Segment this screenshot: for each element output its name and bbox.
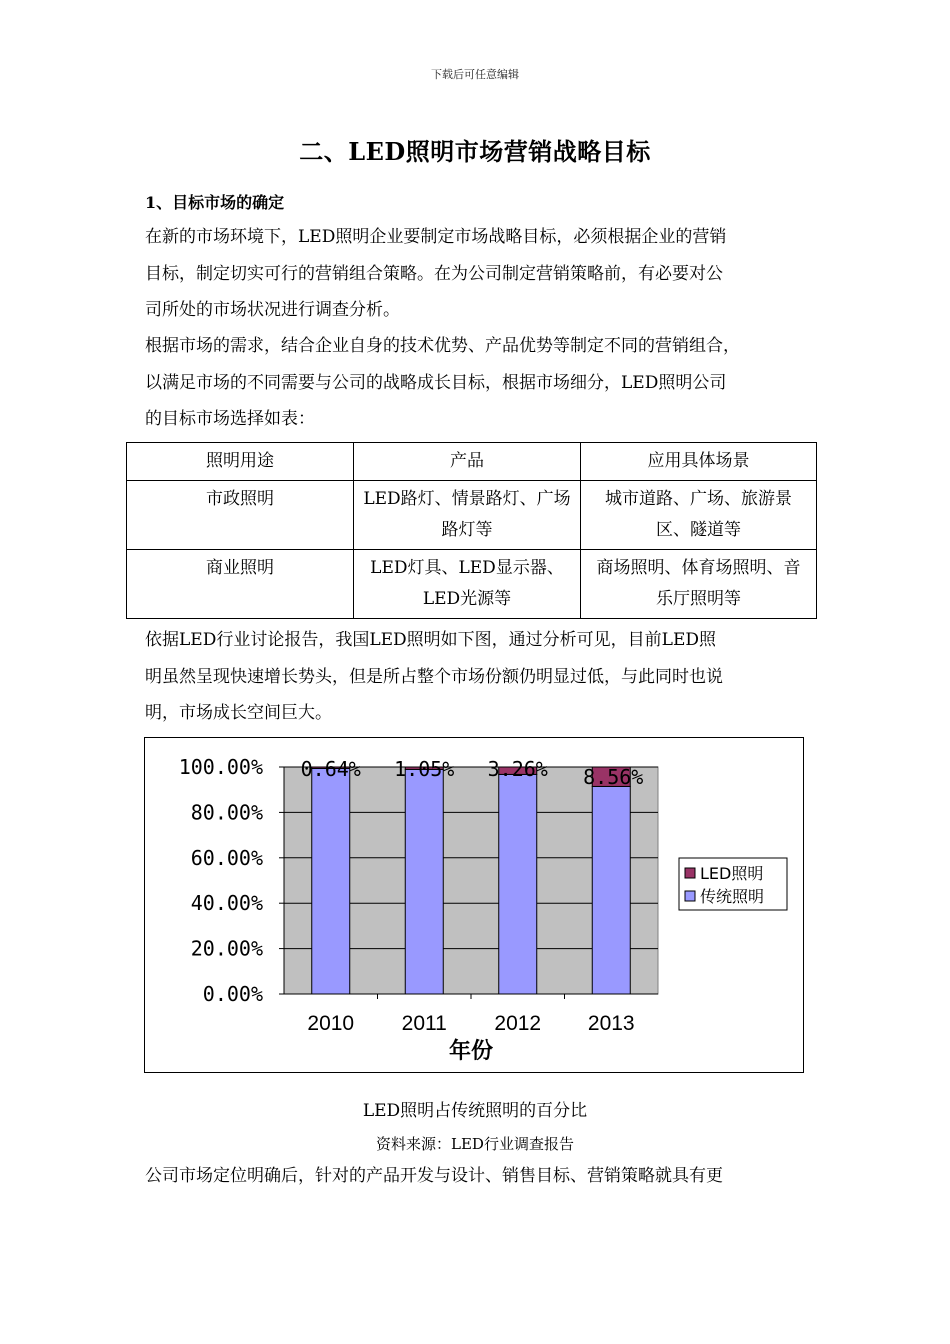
y-tick-label: 0.00% bbox=[202, 982, 263, 1006]
x-tick-label: 2011 bbox=[401, 1012, 447, 1035]
text-line: 明虽然呈现快速增长势头，但是所占整个市场份额仍明显过低，与此同时也说 bbox=[145, 666, 723, 687]
data-label: 8.56% bbox=[583, 765, 644, 789]
data-label: 1.05% bbox=[394, 757, 455, 781]
data-label: 0.64% bbox=[300, 757, 361, 781]
chart-source: 资料来源：LED行业调查报告 bbox=[376, 1135, 574, 1153]
text-line: 根据市场的需求，结合企业自身的技术优势、产品优势等制定不同的营销组合， bbox=[145, 336, 740, 356]
text-line: 以满足市场的不同需要与公司的战略成长目标，根据市场细分，LED照明公司 bbox=[145, 372, 727, 393]
bar-segment bbox=[405, 769, 443, 994]
text-line: 依据LED行业讨论报告，我国LED照明如下图，通过分析可见，目前LED照 bbox=[145, 630, 716, 650]
y-tick-label: 100.00% bbox=[178, 755, 263, 779]
text-line: 目标，制定切实可行的营销组合策略。在为公司制定营销策略前，有必要对公 bbox=[145, 263, 723, 284]
table-cell: 商场照明、体育场照明、音乐厅照明等 bbox=[581, 550, 817, 619]
table-row bbox=[127, 481, 817, 550]
y-tick-label: 20.00% bbox=[190, 936, 263, 961]
table-header-row bbox=[127, 443, 817, 481]
text-line: 的目标市场选择如表： bbox=[145, 409, 315, 429]
legend-swatch bbox=[685, 868, 695, 878]
target-market-paragraph bbox=[145, 328, 815, 438]
led-share-chart bbox=[145, 738, 805, 1074]
table-header-cell: 产品 bbox=[354, 443, 581, 481]
chart-frame bbox=[144, 737, 804, 1073]
text-line: 司所处的市场状况进行调查分析。 bbox=[145, 300, 400, 320]
text-line: 在新的市场环境下，LED照明企业要制定市场战略目标，必须根据企业的营销 bbox=[145, 227, 727, 247]
closing-paragraph bbox=[145, 1158, 815, 1195]
bar-segment bbox=[499, 774, 537, 994]
x-tick-label: 2010 bbox=[307, 1012, 355, 1035]
table-row bbox=[127, 550, 817, 619]
x-tick-label: 2013 bbox=[587, 1012, 635, 1035]
target-market-table bbox=[126, 442, 817, 619]
table-header-cell: 应用具体场景 bbox=[581, 443, 817, 481]
table-cell: 商业照明 bbox=[127, 550, 354, 619]
intro-paragraph bbox=[145, 219, 815, 329]
chart-caption: LED照明占传统照明的百分比 bbox=[362, 1101, 588, 1121]
table-header-cell: 照明用途 bbox=[127, 443, 354, 481]
y-tick-label: 80.00% bbox=[190, 800, 263, 825]
legend-label: LED照明 bbox=[700, 864, 764, 883]
text-line: 公司市场定位明确后，针对的产品开发与设计、销售目标、营销策略就具有更 bbox=[145, 1166, 723, 1186]
data-label: 3.26% bbox=[487, 757, 548, 781]
y-tick-label: 60.00% bbox=[190, 845, 263, 870]
y-tick-label: 40.00% bbox=[190, 891, 263, 916]
page-title: 二、LED照明市场营销战略目标 bbox=[299, 137, 651, 166]
table-cell: 城市道路、广场、旅游景区、隧道等 bbox=[581, 481, 817, 550]
x-axis-title: 年份 bbox=[448, 1039, 494, 1064]
analysis-paragraph bbox=[145, 622, 815, 732]
legend-label: 传统照明 bbox=[700, 887, 765, 906]
text-line: 明，市场成长空间巨大。 bbox=[145, 703, 332, 723]
table-cell: LED路灯、情景路灯、广场路灯等 bbox=[354, 481, 581, 550]
x-tick-label: 2012 bbox=[494, 1012, 542, 1035]
header-note: 下载后可任意编辑 bbox=[431, 68, 519, 81]
bar-segment bbox=[312, 768, 350, 994]
bar-segment bbox=[592, 786, 630, 994]
table-cell: 市政照明 bbox=[127, 481, 354, 550]
section-heading: 1、目标市场的确定 bbox=[145, 193, 285, 212]
legend-swatch bbox=[685, 891, 695, 901]
table-cell: LED灯具、LED显示器、LED光源等 bbox=[354, 550, 581, 619]
